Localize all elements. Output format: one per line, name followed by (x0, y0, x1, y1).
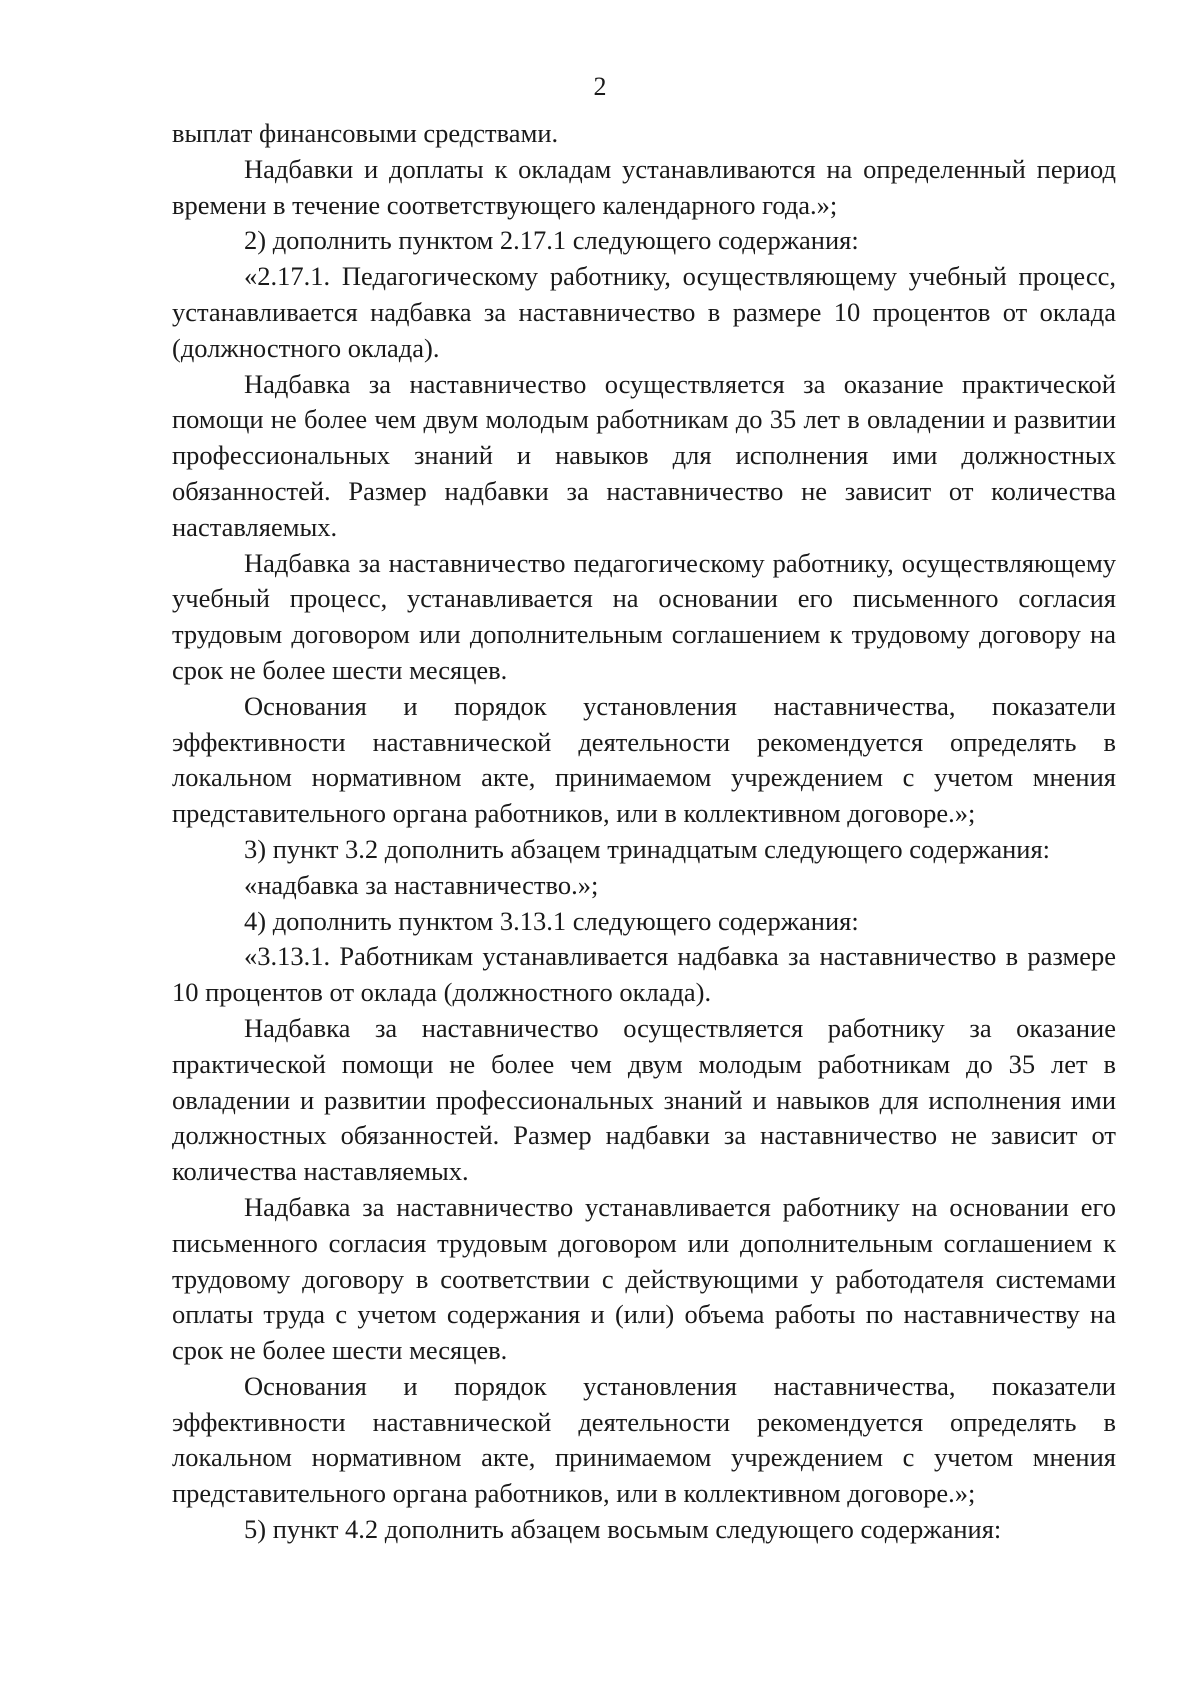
paragraph: «2.17.1. Педагогическому работнику, осуществляющему учебный процесс, устанавливается надбавка за наставничество в размере 10 процентов от оклада (должностного оклада). (172, 261, 1116, 363)
paragraph: 3) пункт 3.2 дополнить абзацем тринадцатым следующего содержания: (244, 833, 1051, 864)
paragraph: 5) пункт 4.2 дополнить абзацем восьмым следующего содержания: (244, 1514, 1002, 1545)
paragraph: выплат финансовыми средствами. (172, 118, 559, 148)
paragraph: Надбавка за наставничество педагогическому работнику, осуществляющему учебный процесс, устанавливается на основании его письменного согласия трудовым договором или дополнительным соглашением к трудовому договору на срок не более шести месяцев. (172, 547, 1116, 685)
paragraph: Надбавка за наставничество осуществляется работнику за оказание практической помощи не более чем двум молодым работникам до 35 лет в овладении и развитии профессиональных знаний и навыков для исполнения ими должностных обязанностей. Размер надбавки за наставничество не зависит от количества наставляемых. (172, 1012, 1116, 1187)
paragraph: Основания и порядок установления наставничества, показатели эффективности наставнической деятельности рекомендуется определять в локальном нормативном акте, принимаемом учреждением с учетом мнения представительного органа работников, или в коллективном договоре.»; (172, 690, 1116, 829)
page-number: 2 (593, 72, 607, 101)
paragraph: 2) дополнить пунктом 2.17.1 следующего содержания: (244, 225, 859, 256)
paragraph: «надбавка за наставничество.»; (244, 869, 599, 900)
paragraph: Основания и порядок установления наставничества, показатели эффективности наставнической деятельности рекомендуется определять в локальном нормативном акте, принимаемом учреждением с учетом мнения представительного органа работников, или в коллективном договоре.»; (172, 1370, 1116, 1509)
paragraph: Надбавка за наставничество осуществляется за оказание практической помощи не более чем двум молодым работникам до 35 лет в овладении и развитии профессиональных знаний и навыков для исполнения ими должностных обязанностей. Размер надбавки за наставничество не зависит от количества наставляемых. (172, 368, 1116, 542)
paragraph: Надбавка за наставничество устанавливается работнику на основании его письменного согласия трудовым договором или дополнительным соглашением к трудовому договору в соответствии с действующими у работодателя системами оплаты труда с учетом содержания и (или) объема работы по наставничеству на срок не более шести месяцев. (172, 1191, 1116, 1366)
paragraph: Надбавки и доплаты к окладам устанавливаются на определенный период времени в течение соответствующего календарного года.»; (172, 153, 1116, 220)
document-body (172, 116, 1116, 1548)
paragraph: «3.13.1. Работникам устанавливается надбавка за наставничество в размере 10 процентов от оклада (должностного оклада). (172, 941, 1116, 1008)
paragraph: 4) дополнить пунктом 3.13.1 следующего содержания: (244, 905, 859, 936)
